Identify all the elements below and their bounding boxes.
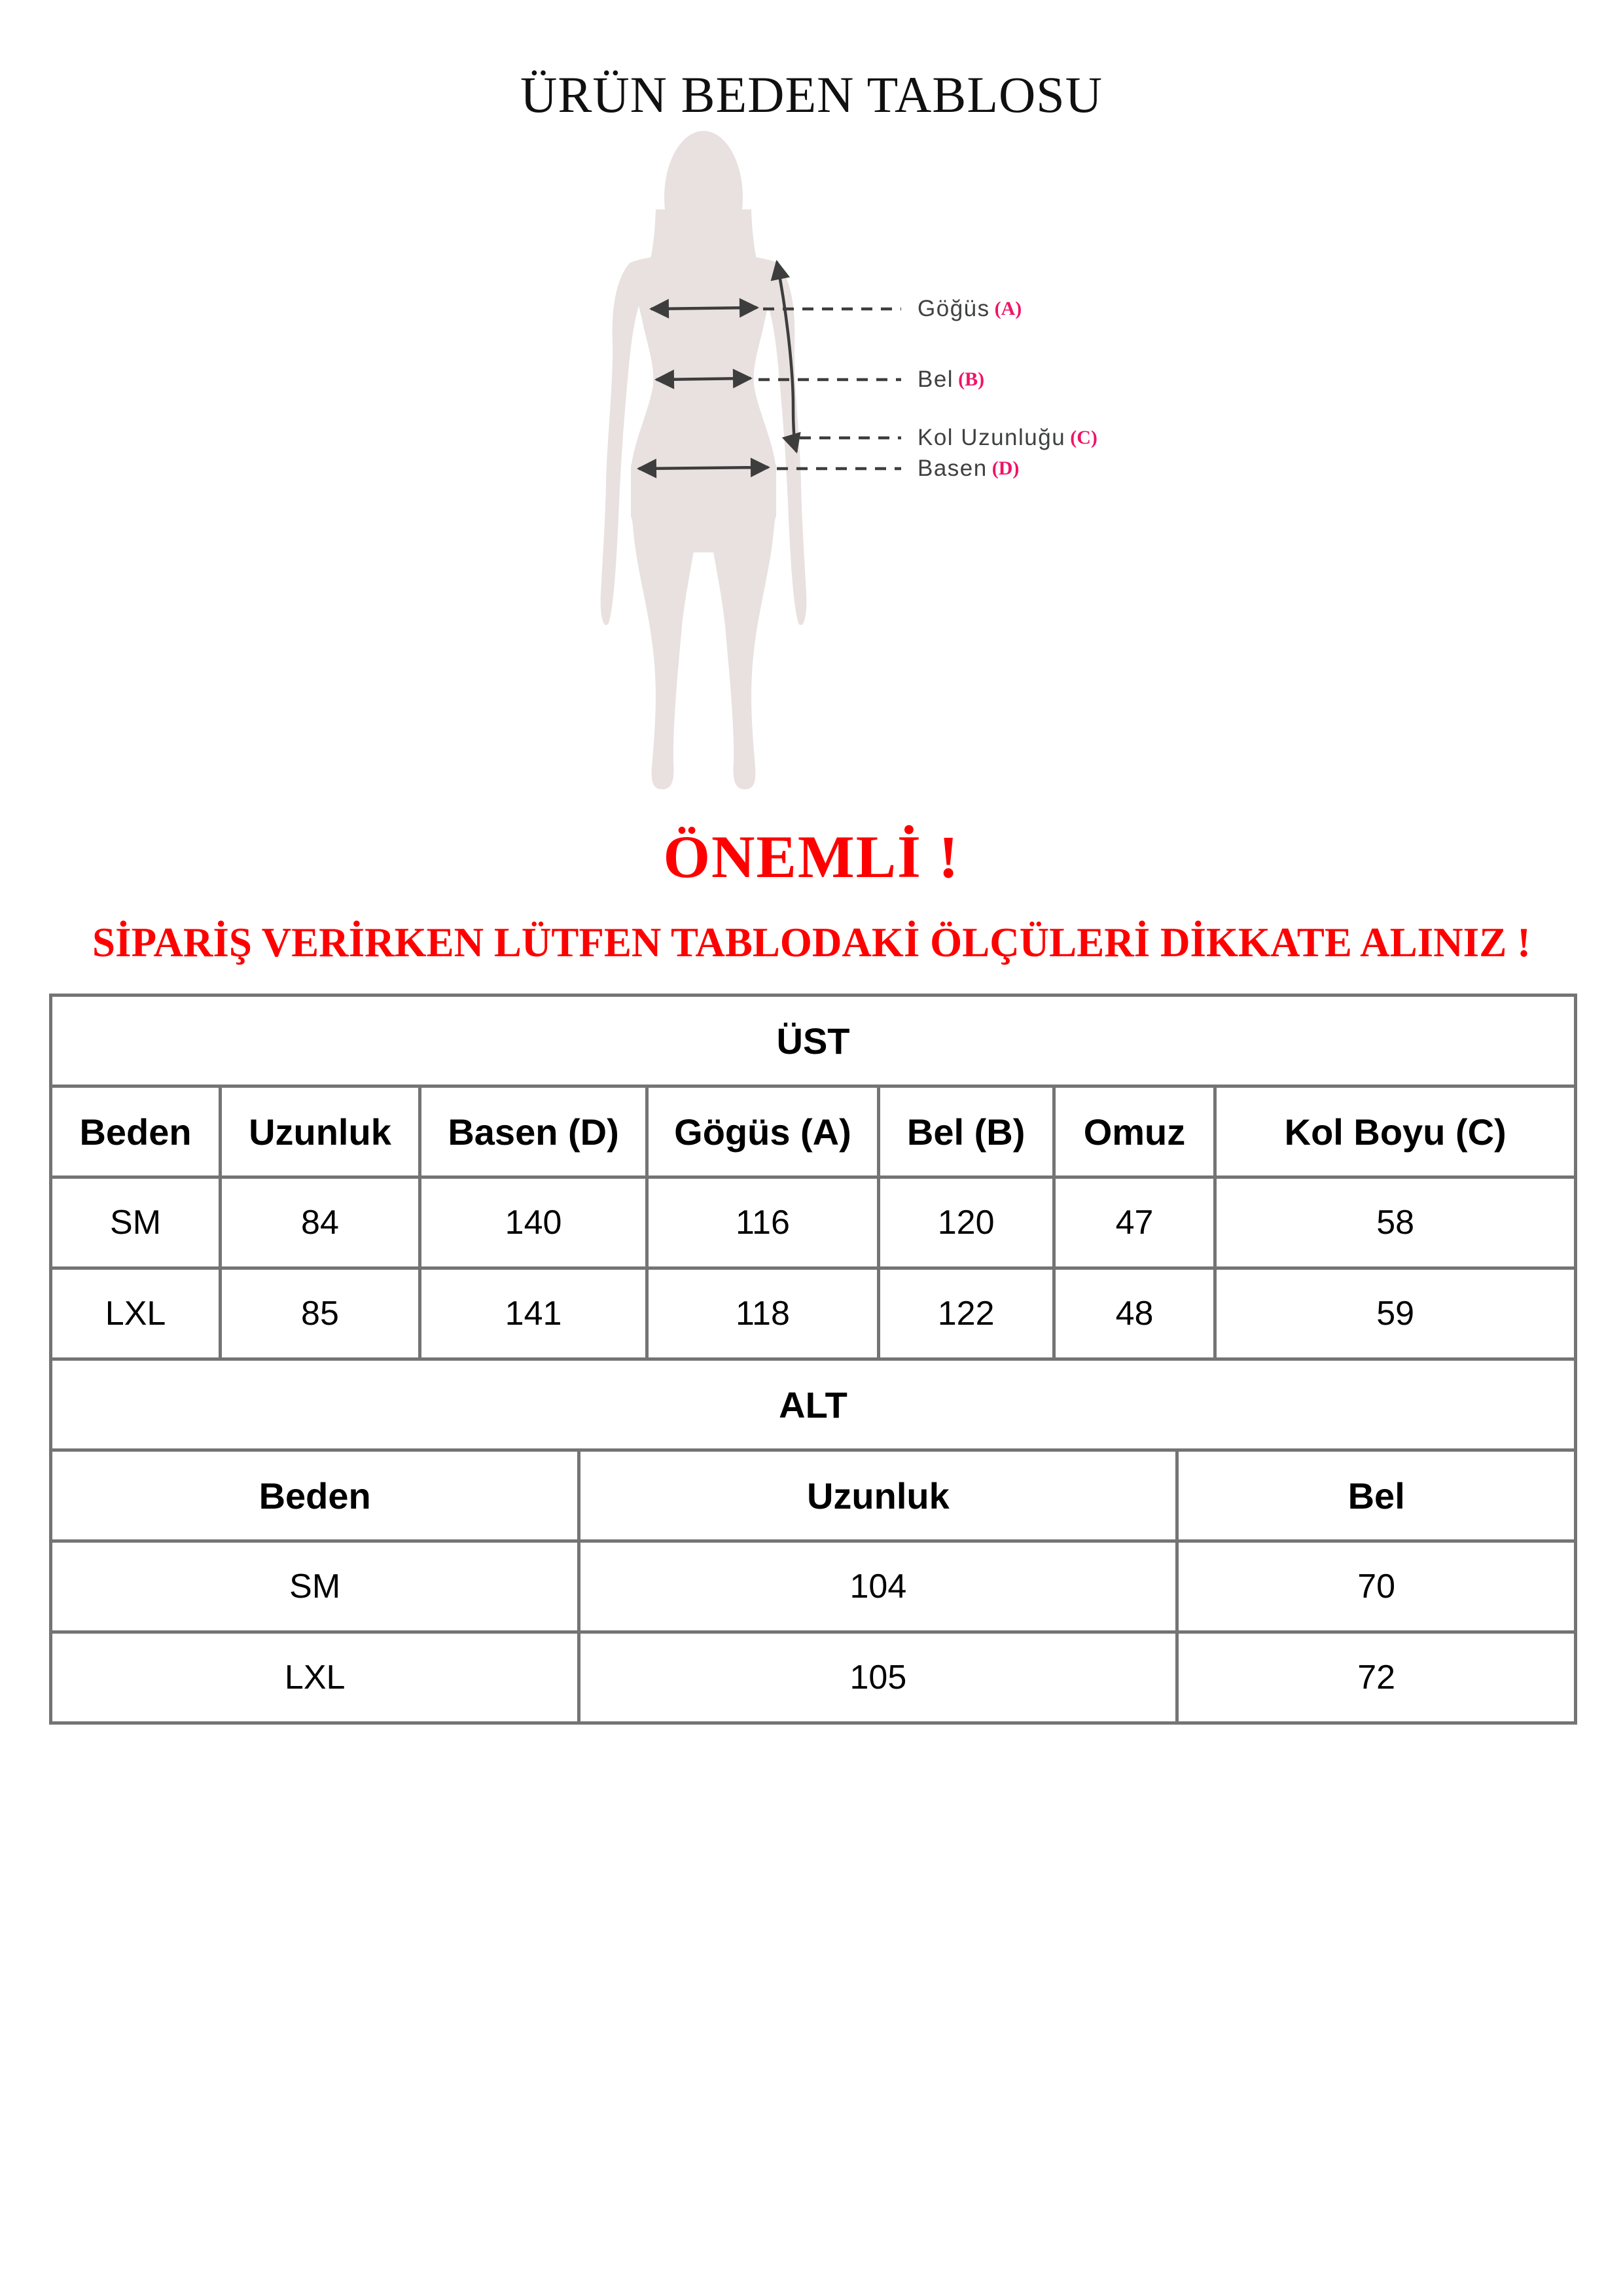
size-value-cell: 85 xyxy=(221,1268,420,1359)
column-header: Uzunluk xyxy=(221,1086,420,1177)
measurement-label-text: Göğüs xyxy=(918,296,990,321)
hip-width-arrow xyxy=(639,467,768,469)
size-value-cell: 58 xyxy=(1215,1177,1576,1268)
waist-width-arrow xyxy=(656,378,751,380)
size-value-cell: 120 xyxy=(878,1177,1054,1268)
size-name-cell: SM xyxy=(51,1177,221,1268)
column-header: Beden xyxy=(51,1086,221,1177)
measurement-label-code: (D) xyxy=(991,457,1020,479)
column-header: Gögüs (A) xyxy=(647,1086,878,1177)
size-value-cell: 70 xyxy=(1177,1541,1576,1632)
section-label-ust: ÜST xyxy=(51,996,1576,1086)
size-name-cell: LXL xyxy=(51,1632,579,1723)
size-value-cell: 116 xyxy=(647,1177,878,1268)
size-value-cell: 104 xyxy=(579,1541,1177,1632)
column-header: Bel (B) xyxy=(878,1086,1054,1177)
body-measurement-diagram xyxy=(458,98,1178,818)
section-label-alt: ALT xyxy=(51,1359,1576,1450)
lower-size-table xyxy=(49,1357,1577,1725)
size-value-cell: 59 xyxy=(1215,1268,1576,1359)
size-value-cell: 47 xyxy=(1054,1177,1215,1268)
column-header: Kol Boyu (C) xyxy=(1215,1086,1576,1177)
measurement-label-code: (B) xyxy=(958,368,985,390)
chest-width-arrow xyxy=(651,308,757,309)
column-header: Uzunluk xyxy=(579,1450,1177,1541)
size-value-cell: 141 xyxy=(419,1268,647,1359)
measurement-label-arm-length xyxy=(918,423,1097,457)
column-header: Basen (D) xyxy=(419,1086,647,1177)
measurement-label-waist xyxy=(918,365,984,399)
table-row-size-sm xyxy=(51,1541,1576,1632)
size-table xyxy=(49,994,1577,1725)
table-row-size-sm xyxy=(51,1177,1576,1268)
column-header: Omuz xyxy=(1054,1086,1215,1177)
measurement-label-chest xyxy=(918,295,1022,328)
size-value-cell: 48 xyxy=(1054,1268,1215,1359)
table-row-size-lxl xyxy=(51,1632,1576,1723)
table-row-section-alt xyxy=(51,1359,1576,1450)
measurement-label-code: (C) xyxy=(1070,427,1097,448)
table-row-headers-alt xyxy=(51,1450,1576,1541)
table-row-headers-ust xyxy=(51,1086,1576,1177)
size-value-cell: 140 xyxy=(419,1177,647,1268)
important-heading: ÖNEMLİ ! xyxy=(663,823,960,890)
column-header: Bel xyxy=(1177,1450,1576,1541)
column-header: Beden xyxy=(51,1450,579,1541)
size-name-cell: LXL xyxy=(51,1268,221,1359)
measurement-label-text: Kol Uzunluğu xyxy=(918,425,1066,450)
upper-size-table xyxy=(49,994,1577,1361)
measurement-label-hip xyxy=(918,454,1019,488)
table-row-size-lxl xyxy=(51,1268,1576,1359)
measurement-label-text: Basen xyxy=(918,456,988,481)
warning-subheading: SİPARİŞ VERİRKEN LÜTFEN TABLODAKİ ÖLÇÜLERİ DİKKATE ALINIZ ! xyxy=(92,920,1531,965)
measurement-label-text: Bel xyxy=(918,367,954,392)
measurement-label-code: (A) xyxy=(994,298,1022,319)
silhouette-shape xyxy=(601,131,807,789)
size-value-cell: 72 xyxy=(1177,1632,1576,1723)
size-value-cell: 122 xyxy=(878,1268,1054,1359)
table-row-section-ust xyxy=(51,996,1576,1086)
size-value-cell: 118 xyxy=(647,1268,878,1359)
size-value-cell: 84 xyxy=(221,1177,420,1268)
female-silhouette-graphic xyxy=(458,98,1178,818)
size-value-cell: 105 xyxy=(579,1632,1177,1723)
page-title: ÜRÜN BEDEN TABLOSU xyxy=(520,66,1103,124)
size-name-cell: SM xyxy=(51,1541,579,1632)
